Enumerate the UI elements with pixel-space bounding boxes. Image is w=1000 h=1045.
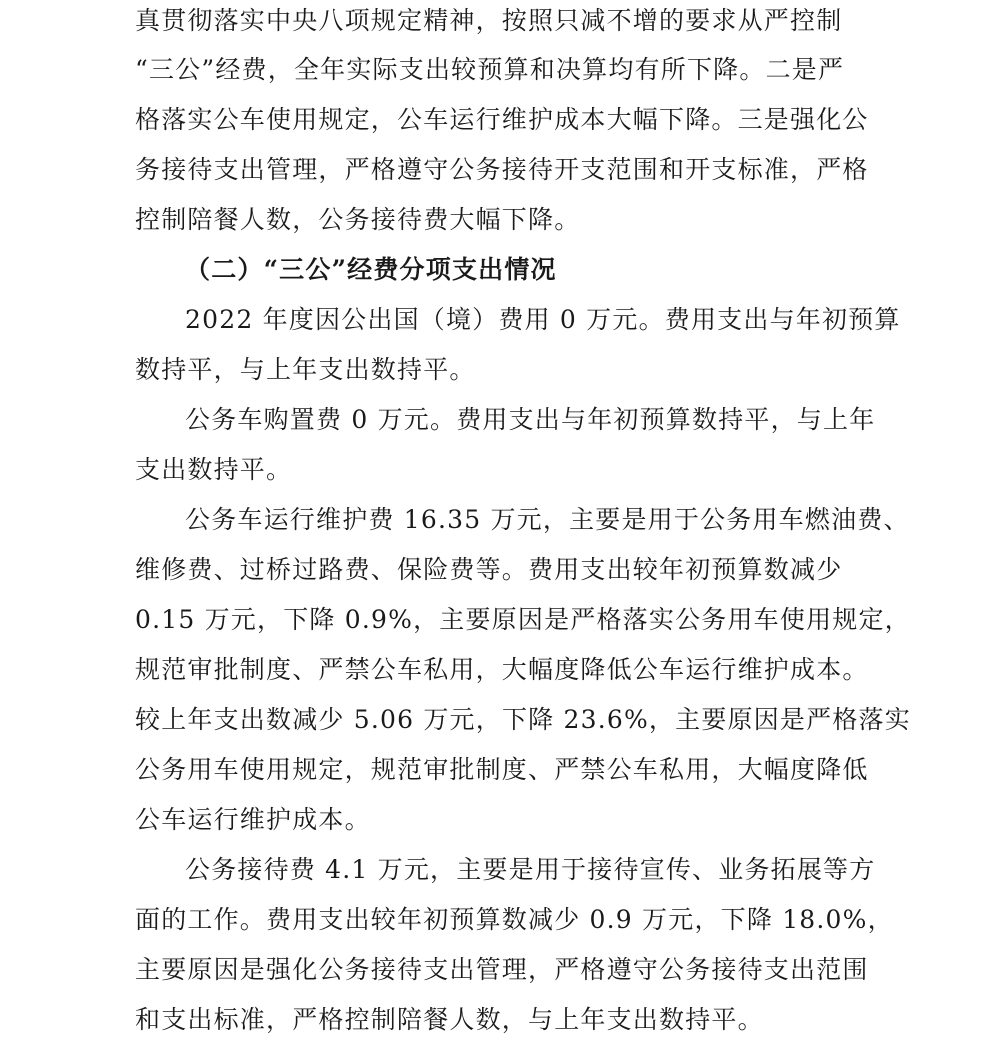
paragraph-line: 较上年支出数减少 5.06 万元，下降 23.6%，主要原因是严格落实 [135,705,911,734]
paragraph-line: 公车运行维护成本。 [135,805,371,834]
paragraph-line: 2022 年度因公出国（境）费用 0 万元。费用支出与年初预算 [185,305,901,334]
paragraph-line: 公务车运行维护费 16.35 万元，主要是用于公务用车燃油费、 [185,505,910,534]
section-heading: （二）“三公”经费分项支出情况 [185,255,557,284]
paragraph-line: 面的工作。费用支出较年初预算数减少 0.9 万元，下降 18.0%， [135,905,894,934]
paragraph-line: 数持平，与上年支出数持平。 [135,355,476,384]
paragraph-line: 务接待支出管理，严格遵守公务接待开支范围和开支标准，严格 [135,155,869,184]
paragraph-line: 规范审批制度、严禁公车私用，大幅度降低公车运行维护成本。 [135,655,869,684]
paragraph-line: 格落实公车使用规定，公车运行维护成本大幅下降。三是强化公 [135,105,869,134]
paragraph-line: 公务车购置费 0 万元。费用支出与年初预算数持平，与上年 [185,405,876,434]
paragraph-line: 公务用车使用规定，规范审批制度、严禁公车私用，大幅度降低 [135,755,869,784]
paragraph-line: 控制陪餐人数，公务接待费大幅下降。 [135,205,581,234]
paragraph-line: 维修费、过桥过路费、保险费等。费用支出较年初预算数减少 [135,555,843,584]
paragraph-line: 主要原因是强化公务接待支出管理，严格遵守公务接待支出范围 [135,955,869,984]
paragraph-line: 真贯彻落实中央八项规定精神，按照只减不增的要求从严控制 [135,6,843,35]
paragraph-line: “三公”经费，全年实际支出较预算和决算均有所下降。二是严 [135,55,845,84]
paragraph-line: 公务接待费 4.1 万元，主要是用于接待宣传、业务拓展等方 [185,855,876,884]
paragraph-line: 0.15 万元，下降 0.9%，主要原因是严格落实公务用车使用规定， [135,605,911,634]
paragraph-line: 和支出标准，严格控制陪餐人数，与上年支出数持平。 [135,1005,764,1034]
paragraph-line: 支出数持平。 [135,455,293,484]
